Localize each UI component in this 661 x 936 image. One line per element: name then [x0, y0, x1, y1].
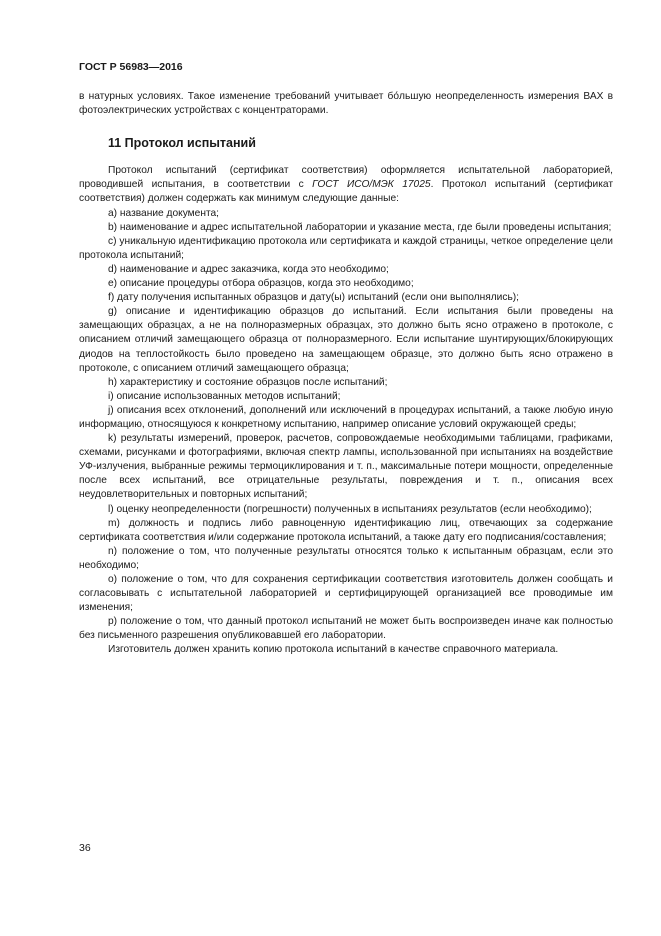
- list-item: n) положение о том, что полученные результаты относятся только к испытанным образцам, если это необходимо;: [79, 545, 613, 571]
- page-number: 36: [79, 842, 91, 854]
- standard-reference: ГОСТ ИСО/МЭК 17025: [312, 179, 431, 191]
- list-item: c) уникальную идентификацию протокола или сертификата и каждой страницы, четкое определение цели протокола испытаний;: [79, 235, 613, 261]
- list-item: j) описания всех отклонений, дополнений или исключений в процедурах испытаний, а также любую иную информацию, относящуюся к конкретному испытанию, например описание условий окружающей среды;: [79, 404, 613, 430]
- list-item: b) наименование и адрес испытательной лаборатории и указание места, где были проведены испытания;: [108, 221, 612, 233]
- list-item: f) дату получения испытанных образцов и дату(ы) испытаний (если они выполнялись);: [108, 292, 520, 304]
- list-item: d) наименование и адрес заказчика, когда это необходимо;: [108, 263, 389, 275]
- requirements-list: [79, 207, 613, 644]
- document-header: ГОСТ Р 56983—2016: [79, 61, 183, 73]
- paragraph-text-before: Протокол испытаний (сертификат соответствия) оформляется испытательной лабораторией, проводившей испытания, в соответствии с: [79, 165, 613, 191]
- section-paragraph: [79, 164, 613, 206]
- closing-paragraph: Изготовитель должен хранить копию протокола испытаний в качестве справочного материала.: [108, 644, 559, 656]
- list-item: е) описание процедуры отбора образцов, когда это необходимо;: [108, 278, 414, 290]
- list-item: р) положение о том, что данный протокол испытаний не может быть воспроизведен иначе как полностью без письменного разрешения опубликовавшей его лаборатории.: [79, 616, 613, 642]
- list-item: а) название документа;: [108, 207, 220, 219]
- intro-paragraph: в натурных условиях. Такое изменение требований учитывает бо́льшую неопределенность измерения ВАХ в фотоэлектрических устройствах с концентраторами.: [79, 91, 613, 117]
- list-item: i) описание использованных методов испытаний;: [108, 390, 341, 402]
- list-item: h) характеристику и состояние образцов после испытаний;: [108, 376, 388, 388]
- page-content: [79, 90, 613, 658]
- list-item: о) положение о том, что для сохранения сертификации соответствия изготовитель должен сообщать и согласовывать с испытательной лабораторией и сертифицирующей организацией все проводимые им изменения;: [79, 574, 613, 614]
- list-item: k) результаты измерений, проверок, расчетов, сопровождаемые необходимыми таблицами, графиками, схемами, рисунками и фотографиями, включая спектр лампы, использованной при испытаниях на воздействие УФ-излучения, выбранные режимы термоциклирования и т. п., максимальные потери мощности, определенные после всех испытаний, все отрицательные результаты, повреждения и т. п., описания всех неудовлетворительных и повторных испытаний;: [79, 433, 613, 501]
- paragraph-text-after: . Протокол испытаний (сертификат соответствия) должен содержать как минимум следующие данные:: [79, 179, 613, 205]
- list-item: l) оценку неопределенности (погрешности) полученных в испытаниях результатов (если необходимо);: [108, 503, 592, 515]
- list-item: m) должность и подпись либо равноценную идентификацию лиц, отвечающих за содержание сертификата соответствия и/или содержание протокола испытаний, а также дату его подписания/составления;: [79, 517, 613, 543]
- list-item: g) описание и идентификацию образцов до испытаний. Если испытания были проведены на замещающих образцах, а не на полноразмерных образцах, это должно быть ясно отражено в протоколе, с описанием отличий замещающего образца от полноразмерного. Если испытание шунтирующих/блокирующих диодов на теплостойкость было проведено на замещающем образце, это должно быть ясно отражено в протоколе, с описанием отличий замещающего образца;: [79, 306, 613, 374]
- section-title: 11 Протокол испытаний: [108, 136, 256, 151]
